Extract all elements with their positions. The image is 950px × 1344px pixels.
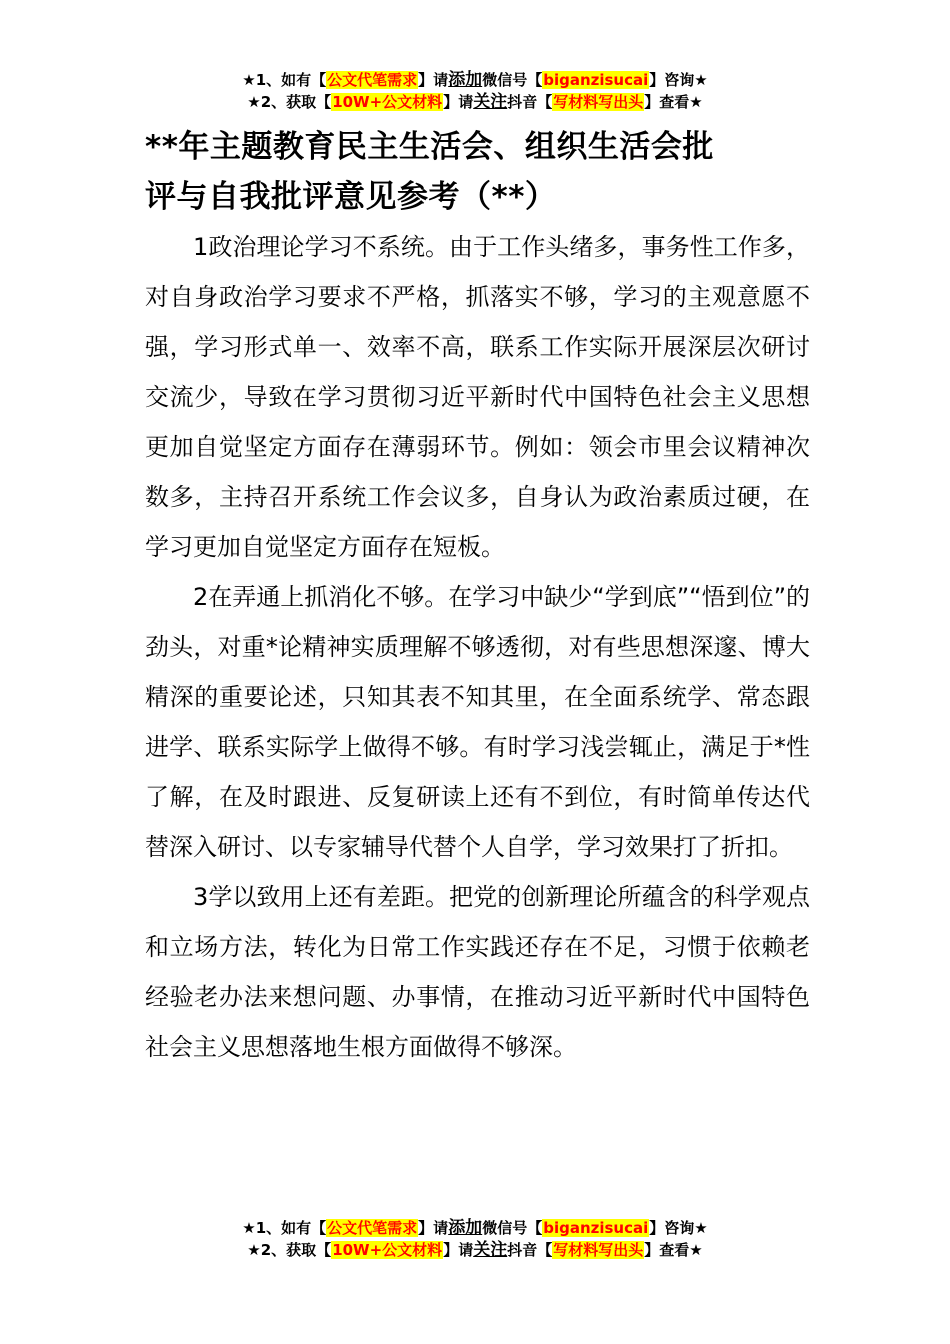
banner-text: 抖音【	[507, 93, 553, 111]
document-title	[145, 122, 805, 222]
banner-text: 微信号【	[482, 71, 543, 89]
underlined-text: 关注	[473, 92, 508, 112]
banner-text: 微信号【	[482, 1219, 543, 1237]
banner-line-1	[0, 1217, 950, 1239]
banner-text: 】咨询★	[649, 1219, 708, 1237]
document-body	[145, 222, 810, 1072]
title-line-1: **年主题教育民主生活会、组织生活会批	[145, 129, 714, 165]
underlined-text: 添加	[448, 1218, 483, 1238]
banner-text: 】请	[418, 71, 449, 89]
highlight-wechat-id: biganzisucai	[543, 1219, 649, 1237]
banner-text: 】查看★	[644, 93, 703, 111]
banner-text: 抖音【	[507, 1241, 553, 1259]
banner-text: ★2、获取【	[247, 93, 332, 111]
banner-text: ★1、如有【	[242, 1219, 327, 1237]
paragraph-3: 3学以致用上还有差距。把党的创新理论所蕴含的科学观点和立场方法，转化为日常工作实践还存在不足，习惯于依赖老经验老办法来想问题、办事情，在推动习近平新时代中国特色社会主义思想落地生根方面做得不够深。	[145, 883, 810, 1061]
banner-text: 】咨询★	[649, 71, 708, 89]
highlight-douyin-account: 写材料写出头	[553, 1241, 644, 1259]
title-line-2: 评与自我批评意见参考（**）	[145, 179, 557, 215]
banner-line-2	[0, 91, 950, 113]
underlined-text: 关注	[473, 1240, 508, 1260]
banner-text: ★2、获取【	[247, 1241, 332, 1259]
banner-text: ★1、如有【	[242, 71, 327, 89]
underlined-text: 添加	[448, 70, 483, 90]
banner-line-2	[0, 1239, 950, 1261]
highlight-materials: 10W+公文材料	[332, 93, 443, 111]
paragraph-1: 1政治理论学习不系统。由于工作头绪多，事务性工作多，对自身政治学习要求不严格，抓落实不够，学习的主观意愿不强，学习形式单一、效率不高，联系工作实际开展深层次研讨交流少，导致在学习贯彻习近平新时代中国特色社会主义思想更加自觉坚定方面存在薄弱环节。例如：领会市里会议精神次数多，主持召开系统工作会议多，自身认为政治素质过硬，在学习更加自觉坚定方面存在短板。	[145, 233, 810, 561]
header-banner	[0, 69, 950, 113]
banner-text: 】查看★	[644, 1241, 703, 1259]
highlight-materials: 10W+公文材料	[332, 1241, 443, 1259]
paragraph-2: 2在弄通上抓消化不够。在学习中缺少“学到底”“悟到位”的劲头，对重*论精神实质理解不够透彻，对有些思想深邃、博大精深的重要论述，只知其表不知其里，在全面系统学、常态跟进学、联系实际学上做得不够。有时学习浅尝辄止，满足于*性了解，在及时跟进、反复研读上还有不到位，有时简单传达代替深入研讨、以专家辅导代替个人自学，学习效果打了折扣。	[145, 583, 811, 861]
footer-banner	[0, 1217, 950, 1261]
banner-text: 】请	[443, 93, 474, 111]
highlight-service: 公文代笔需求	[327, 71, 418, 89]
banner-line-1	[0, 69, 950, 91]
banner-text: 】请	[418, 1219, 449, 1237]
highlight-service: 公文代笔需求	[327, 1219, 418, 1237]
highlight-wechat-id: biganzisucai	[543, 71, 649, 89]
highlight-douyin-account: 写材料写出头	[553, 93, 644, 111]
banner-text: 】请	[443, 1241, 474, 1259]
